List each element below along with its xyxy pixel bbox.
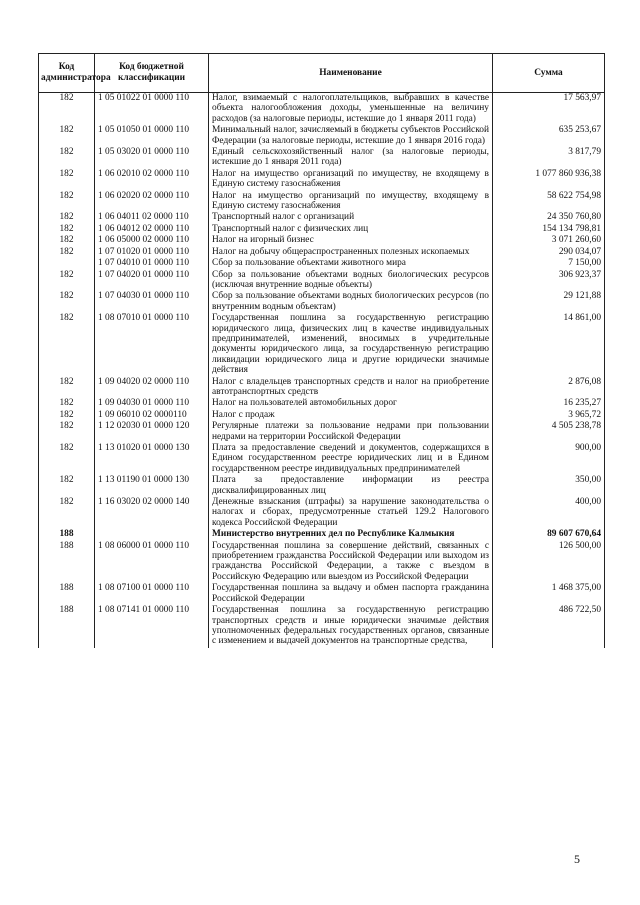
sum-cell: 89 607 670,64 [493, 529, 605, 540]
sum-cell: 16 235,27 [493, 398, 605, 409]
admin-code-cell: 188 [39, 541, 95, 584]
table-row [39, 125, 605, 147]
admin-code-cell: 182 [39, 421, 95, 443]
table-body [39, 93, 605, 648]
sum-cell: 58 622 754,98 [493, 191, 605, 213]
sum-cell: 486 722,50 [493, 605, 605, 648]
table-row [39, 398, 605, 409]
revenue-name-cell: Сбор за пользование объектами животного мира [209, 258, 493, 269]
table-row [39, 605, 605, 648]
sum-cell: 3 965,72 [493, 410, 605, 421]
admin-code-cell: 182 [39, 291, 95, 313]
budget-code-cell: 1 07 04030 01 0000 110 [95, 291, 209, 313]
budget-code-cell: 1 05 01022 01 0000 110 [95, 93, 209, 126]
revenue-name-cell: Налог на пользователей автомобильных дорог [209, 398, 493, 409]
admin-code-cell: 182 [39, 313, 95, 376]
sum-cell: 306 923,37 [493, 270, 605, 292]
table-row [39, 475, 605, 497]
table-row [39, 497, 605, 529]
table-row [39, 410, 605, 421]
sum-cell: 154 134 798,81 [493, 224, 605, 235]
table-row [39, 169, 605, 191]
revenue-name-cell: Налог на игорный бизнес [209, 235, 493, 246]
revenue-name-cell: Налог, взимаемый с налогоплательщиков, выбравших в качестве объекта налогообложения доходы, уменьшенные на величину расходов (за налоговые периоды, истекшие до 1 января 2011 года) [209, 93, 493, 126]
budget-code-cell: 1 07 01020 01 0000 110 [95, 247, 209, 258]
budget-code-cell: 1 12 02030 01 0000 120 [95, 421, 209, 443]
revenue-name-cell: Сбор за пользование объектами водных биологических ресурсов (по внутренним водным объектам) [209, 291, 493, 313]
admin-code-cell [39, 258, 95, 269]
table-row [39, 235, 605, 246]
header-admin-code: Код администратора [39, 54, 95, 93]
budget-revenue-table [38, 53, 605, 648]
admin-code-cell: 182 [39, 377, 95, 399]
revenue-name-cell: Государственная пошлина за выдачу и обмен паспорта гражданина Российской Федерации [209, 583, 493, 605]
table-row [39, 224, 605, 235]
admin-code-cell: 182 [39, 147, 95, 169]
sum-cell: 7 150,00 [493, 258, 605, 269]
table-row [39, 443, 605, 475]
revenue-name-cell: Налог на добычу общераспространенных полезных ископаемых [209, 247, 493, 258]
table-row [39, 291, 605, 313]
table-row [39, 93, 605, 126]
sum-cell: 24 350 760,80 [493, 212, 605, 223]
admin-code-cell: 182 [39, 224, 95, 235]
admin-code-cell: 182 [39, 125, 95, 147]
header-name: Наименование [209, 54, 493, 93]
sum-cell: 900,00 [493, 443, 605, 475]
budget-code-cell: 1 13 01190 01 0000 130 [95, 475, 209, 497]
revenue-name-cell: Транспортный налог с организаций [209, 212, 493, 223]
revenue-name-cell: Налог с владельцев транспортных средств и налог на приобретение автотранспортных средств [209, 377, 493, 399]
budget-code-cell: 1 05 01050 01 0000 110 [95, 125, 209, 147]
admin-code-cell: 182 [39, 398, 95, 409]
table-row [39, 529, 605, 540]
page-number: 5 [574, 852, 580, 866]
admin-code-cell: 182 [39, 235, 95, 246]
budget-code-cell: 1 08 07100 01 0000 110 [95, 583, 209, 605]
table-row [39, 191, 605, 213]
budget-code-cell: 1 06 02010 02 0000 110 [95, 169, 209, 191]
budget-code-cell: 1 06 04012 02 0000 110 [95, 224, 209, 235]
budget-code-cell: 1 05 03020 01 0000 110 [95, 147, 209, 169]
table-row [39, 377, 605, 399]
budget-code-cell: 1 13 01020 01 0000 130 [95, 443, 209, 475]
table-row [39, 247, 605, 258]
admin-code-cell: 182 [39, 410, 95, 421]
admin-code-cell: 182 [39, 497, 95, 529]
admin-code-cell: 182 [39, 475, 95, 497]
revenue-name-cell: Налог с продаж [209, 410, 493, 421]
admin-code-cell: 182 [39, 191, 95, 213]
budget-code-cell: 1 09 04030 01 0000 110 [95, 398, 209, 409]
budget-code-cell: 1 07 04020 01 0000 110 [95, 270, 209, 292]
admin-code-cell: 182 [39, 247, 95, 258]
revenue-name-cell: Министерство внутренних дел по Республике Калмыкия [209, 529, 493, 540]
revenue-name-cell: Налог на имущество организаций по имуществу, не входящему в Единую систему газоснабжения [209, 169, 493, 191]
header-sum: Сумма [493, 54, 605, 93]
sum-cell: 17 563,97 [493, 93, 605, 126]
sum-cell: 1 468 375,00 [493, 583, 605, 605]
revenue-name-cell: Транспортный налог с физических лиц [209, 224, 493, 235]
revenue-name-cell: Плата за предоставление сведений и документов, содержащихся в Едином государственном реестре юридических лиц и в Едином государственном реестре индивидуальных предпринимателей [209, 443, 493, 475]
table-header-row [39, 54, 605, 93]
admin-code-cell: 188 [39, 605, 95, 648]
table-row [39, 212, 605, 223]
table-row [39, 147, 605, 169]
revenue-name-cell: Денежные взыскания (штрафы) за нарушение законодательства о налогах и сборах, предусмотренные статьей 129.2 Налогового кодекса Российской Федерации [209, 497, 493, 529]
revenue-name-cell: Государственная пошлина за государственную регистрацию юридического лица, физических лиц в качестве индивидуальных предпринимателей, изменений, вносимых в учредительные документы юридического лица, за государственную регистрацию ликвидации юридического лица и другие юридически значимые действия [209, 313, 493, 376]
table-row [39, 258, 605, 269]
budget-code-cell: 1 07 04010 01 0000 110 [95, 258, 209, 269]
admin-code-cell: 188 [39, 529, 95, 540]
table-row [39, 583, 605, 605]
table-row [39, 541, 605, 584]
budget-code-cell: 1 08 07141 01 0000 110 [95, 605, 209, 648]
budget-code-cell: 1 06 02020 02 0000 110 [95, 191, 209, 213]
admin-code-cell: 182 [39, 270, 95, 292]
sum-cell: 126 500,00 [493, 541, 605, 584]
sum-cell: 3 071 260,60 [493, 235, 605, 246]
budget-code-cell: 1 06 05000 02 0000 110 [95, 235, 209, 246]
budget-code-cell [95, 529, 209, 540]
budget-code-cell: 1 16 03020 02 0000 140 [95, 497, 209, 529]
revenue-name-cell: Единый сельскохозяйственный налог (за налоговые периоды, истекшие до 1 января 2011 года) [209, 147, 493, 169]
sum-cell: 2 876,08 [493, 377, 605, 399]
revenue-name-cell: Государственная пошлина за государственную регистрацию транспортных средств и иные юридически значимые действия уполномоченных федеральных государственных органов, связанные с изменением и выдачей документов на транспортные средства, [209, 605, 493, 648]
admin-code-cell: 182 [39, 443, 95, 475]
revenue-name-cell: Сбор за пользование объектами водных биологических ресурсов (исключая внутренние водные объекты) [209, 270, 493, 292]
header-budget-code: Код бюджетной классификации [95, 54, 209, 93]
revenue-name-cell: Государственная пошлина за совершение действий, связанных с приобретением гражданства Российской Федерации или выходом из гражданства Российской Федерации, а также с въездом в Российскую Федерацию или выездом из Российской Федерации [209, 541, 493, 584]
admin-code-cell: 182 [39, 169, 95, 191]
revenue-name-cell: Налог на имущество организаций по имуществу, входящему в Единую систему газоснабжения [209, 191, 493, 213]
admin-code-cell: 188 [39, 583, 95, 605]
revenue-name-cell: Регулярные платежи за пользование недрами при пользовании недрами на территории Российской Федерации [209, 421, 493, 443]
sum-cell: 350,00 [493, 475, 605, 497]
budget-code-cell: 1 08 07010 01 0000 110 [95, 313, 209, 376]
sum-cell: 290 034,07 [493, 247, 605, 258]
table-row [39, 270, 605, 292]
revenue-name-cell: Плата за предоставление информации из реестра дисквалифицированных лиц [209, 475, 493, 497]
budget-code-cell: 1 09 06010 02 0000110 [95, 410, 209, 421]
table-row [39, 313, 605, 376]
admin-code-cell: 182 [39, 93, 95, 126]
sum-cell: 3 817,79 [493, 147, 605, 169]
revenue-name-cell: Минимальный налог, зачисляемый в бюджеты субъектов Российской Федерации (за налоговые периоды, истекшие до 1 января 2016 года) [209, 125, 493, 147]
sum-cell: 14 861,00 [493, 313, 605, 376]
budget-code-cell: 1 08 06000 01 0000 110 [95, 541, 209, 584]
admin-code-cell: 182 [39, 212, 95, 223]
budget-code-cell: 1 06 04011 02 0000 110 [95, 212, 209, 223]
budget-code-cell: 1 09 04020 02 0000 110 [95, 377, 209, 399]
sum-cell: 400,00 [493, 497, 605, 529]
table-row [39, 421, 605, 443]
sum-cell: 29 121,88 [493, 291, 605, 313]
sum-cell: 635 253,67 [493, 125, 605, 147]
sum-cell: 1 077 860 936,38 [493, 169, 605, 191]
sum-cell: 4 505 238,78 [493, 421, 605, 443]
